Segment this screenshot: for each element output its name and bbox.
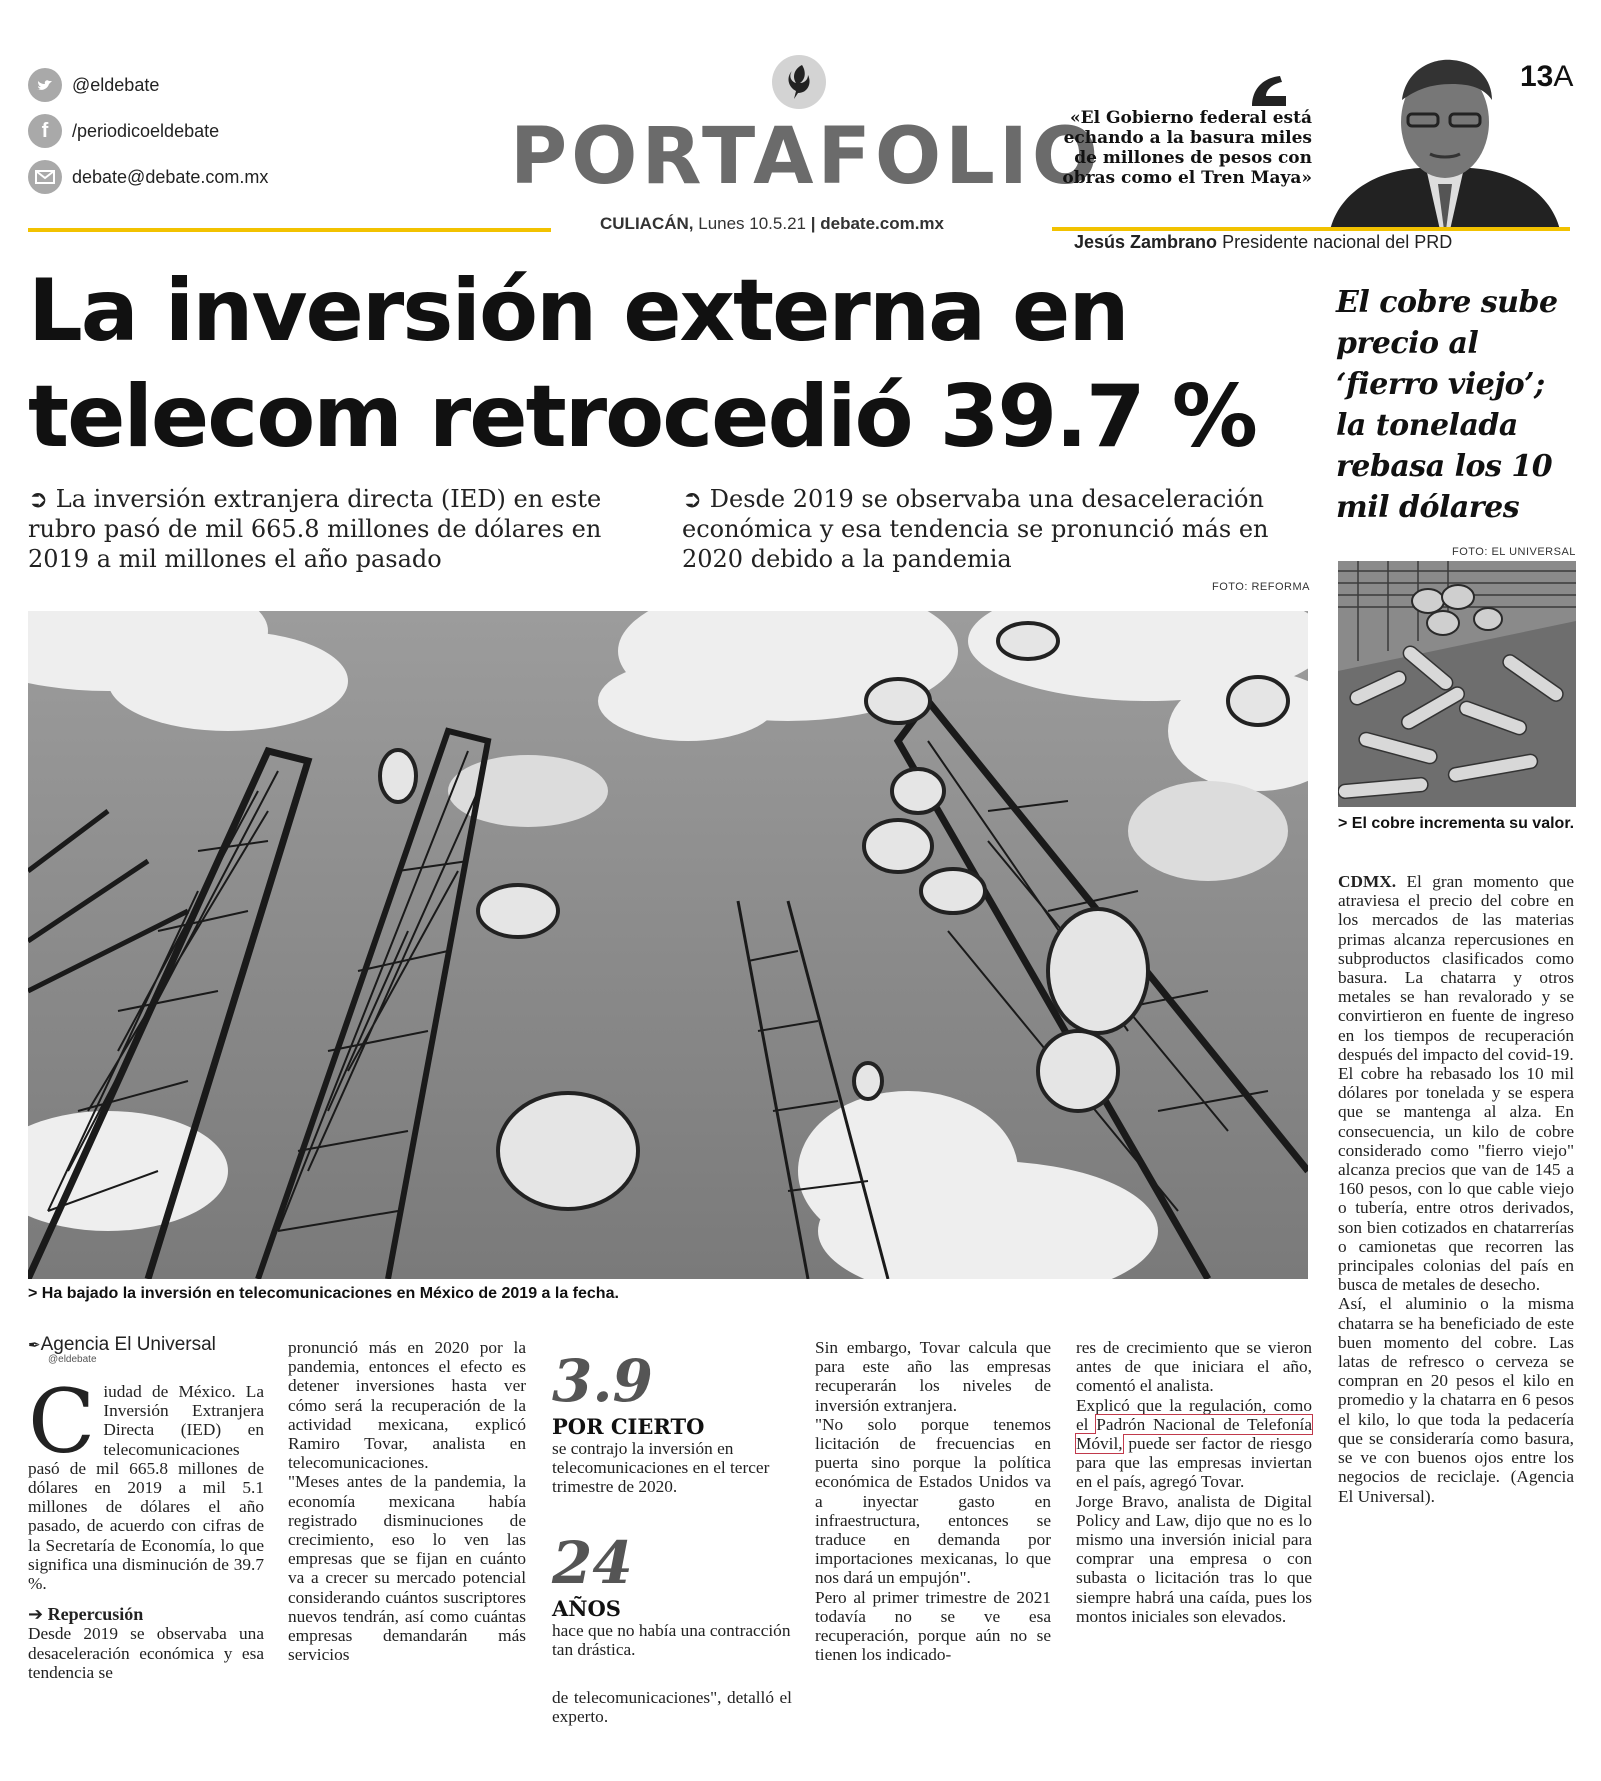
subhead-repercusion <box>28 1605 264 1624</box>
dateline-city: CULIACÁN, <box>600 214 694 233</box>
byline <box>28 1334 268 1365</box>
drop-cap: C <box>28 1370 96 1473</box>
social-facebook[interactable] <box>28 114 219 148</box>
article-para-4: "Meses antes de la pandemia, la economía mexicana había registrado disminuciones de crecimiento, eso lo ven las empresas que se fijan en cuánto va a crecer su mercado potencial considerando cuántos suscriptores nuevos tendrán, así como cuántas empresas demandarán más servicios <box>288 1472 526 1665</box>
header-rule-left <box>28 228 551 232</box>
quote-role: Presidente nacional del PRD <box>1222 232 1453 252</box>
arrow-circle-icon: ➲ <box>28 485 49 513</box>
article-para-8: res de crecimiento que se vieron antes de que iniciara el año, comentó el analista. <box>1076 1338 1312 1396</box>
copper-scrap-photo <box>1338 561 1576 807</box>
main-photo-caption: > Ha bajado la inversión en telecomunicaciones en México de 2019 a la fecha. <box>28 1285 619 1302</box>
sidebar-para-3: Así, el aluminio o la misma chatarra se ha beneficiado de este buen momento del cobre. Las latas de refresco o cerveza se compran en 20 pesos el kilo en promedio y la chatarra en 6 pesos el kilo, lo que toda la pedacería que se consideraría como basura, se ve con buenos ojos entre los negocios de reciclaje. (Agencia El Universal). <box>1338 1294 1574 1506</box>
facebook-icon: f <box>28 114 62 148</box>
mail-icon <box>28 160 62 194</box>
sidebar-headline: El cobre sube precio al ‘fierro viejo’; la tonelada rebasa los 10 mil dólares <box>1336 285 1558 525</box>
article-column-4 <box>815 1338 1051 1664</box>
sidebar-article <box>1338 872 1574 1506</box>
social-mail[interactable] <box>28 160 268 194</box>
headline-line-2: telecom retrocedió 39.7 % <box>28 367 1256 467</box>
twitter-icon <box>28 68 62 102</box>
social-twitter[interactable] <box>28 68 159 102</box>
para-9-end: puede ser factor de riesgo para que las empresas inviertan en el país, agregó Tovar. <box>1076 1434 1312 1492</box>
highlighted-padron-link[interactable]: Padrón Nacional de Telefonía Móvil, <box>1076 1414 1313 1454</box>
photo-credit-main: FOTO: REFORMA <box>1212 581 1310 593</box>
debate-logo-icon <box>772 55 826 109</box>
article-para-6: "No solo porque tenemos licitación de frecuencias en puerta sino porque la política económica de Estados Unidos va a inyectar gasto en infraestructura, entonces se traduce en demanda por importaciones mexicanas, lo que nos dará un empujón". <box>815 1414 1051 1588</box>
quote-attribution <box>1074 232 1452 253</box>
dateline-separator: | <box>810 214 816 233</box>
sidebar-para-2: El cobre ha rebasado los 10 mil dólares por tonelada y se espera que se mantenga al alza. En consecuencia, un kilo de cobre considerado como "fierro viejo" alcanza precios que van de 145 a 160 pesos, con lo que cable viejo o tubería, entre otros derivados, son bien cotizados en chatarrerías o camionetas que recorren las principales colonias del país en busca de metales de desecho. <box>1338 1064 1574 1295</box>
telecom-towers-photo <box>28 611 1308 1279</box>
photo-credit-sidebar: FOTO: EL UNIVERSAL <box>1452 546 1576 558</box>
fact-1-label: POR CIERTO <box>552 1414 705 1439</box>
headline-line-1: La inversión externa en <box>28 261 1128 361</box>
fact-2-text: hace que no había una contracción tan drástica. <box>552 1621 791 1660</box>
page-number-letter: A <box>1553 60 1574 93</box>
fact-box-1 <box>552 1347 792 1497</box>
agency-name <box>28 1334 268 1356</box>
quote-mark-icon <box>1248 72 1294 106</box>
quill-icon: ✒ <box>28 1337 41 1354</box>
section-title: PORTAFOLIO <box>510 112 1103 202</box>
article-para-2: Desde 2019 se observaba una desaceleración económica y esa tendencia se <box>28 1624 264 1682</box>
sidebar-photo-caption: > El cobre incrementa su valor. <box>1338 815 1575 832</box>
twitter-handle[interactable]: @eldebate <box>72 74 160 95</box>
header-rule-right <box>1052 227 1570 231</box>
arrow-circle-icon: ➲ <box>682 485 703 513</box>
dateline-date: Lunes 10.5.21 <box>698 214 806 233</box>
page-number <box>1520 60 1573 94</box>
arrow-right-icon: ➔ <box>28 1604 44 1626</box>
facebook-handle[interactable]: /periodicoeldebate <box>72 120 220 141</box>
fact-1-number: 3.9 <box>552 1347 653 1415</box>
dateline-site: debate.com.mx <box>820 214 944 233</box>
fact-1-text: se contrajo la inversión en telecomunicaciones en el tercer trimestre de 2020. <box>552 1439 770 1497</box>
mail-address[interactable]: debate@debate.com.mx <box>72 166 269 187</box>
article-column-2 <box>288 1338 526 1664</box>
article-column-5 <box>1076 1338 1312 1626</box>
fact-2-label: AÑOS <box>552 1596 621 1621</box>
subhead-text: Repercusión <box>47 1604 144 1625</box>
article-column-1 <box>28 1370 264 1682</box>
deck-right <box>682 484 1322 574</box>
deck-left <box>28 484 648 574</box>
page-number-value: 13 <box>1520 60 1554 93</box>
article-para-10: Jorge Bravo, analista de Digital Policy and Law, dijo que no es lo mismo una inversión inicial para comprar una empresa o con subasta o licitación tras lo que siempre habrá una caída, pues los montos iniciales son elevados. <box>1076 1491 1312 1626</box>
fact-box-2 <box>552 1529 792 1660</box>
sidebar-dateline: CDMX. <box>1338 872 1397 891</box>
article-para-5: Sin embargo, Tovar calcula que para este año las empresas recuperarán los niveles de inversión extranjera. <box>815 1338 1051 1415</box>
quote-name: Jesús Zambrano <box>1074 232 1218 252</box>
pull-quote: «El Gobierno federal está echando a la basura miles de millones de pesos con obras como el Tren Maya» <box>1062 108 1312 188</box>
agency-text: Agencia El Universal <box>40 1334 216 1355</box>
dateline <box>600 214 944 234</box>
article-para-1: iudad de México. La Inversión Extranjera Directa (IED) en telecomunicaciones pasó de mil 665.8 millones de dólares en 2019 a mil 5.1 millones de dólares el año pasado, de acuerdo con cifras de la Secretaría de Economía, lo que significa una disminución de 39.7 %. <box>28 1382 264 1594</box>
article-para-9 <box>1076 1396 1312 1492</box>
main-headline <box>28 258 1328 470</box>
para-9-start: Explicó que la regulación, como el <box>1076 1395 1312 1434</box>
article-column-3-end: de telecomunicaciones", detalló el experto. <box>552 1688 792 1727</box>
agency-handle: @eldebate <box>48 1354 97 1365</box>
fact-2-number: 24 <box>552 1529 633 1597</box>
article-para-7: Pero al primer trimestre de 2021 todavía no se ve esa recuperación, porque aún no se tienen los indicado- <box>815 1587 1051 1665</box>
deck-right-text: Desde 2019 se observaba una desaceleración económica y esa tendencia se pronunció más en 2020 debido a la pandemia <box>682 485 1269 573</box>
article-para-3: pronunció más en 2020 por la pandemia, entonces el efecto es detener inversiones hasta ver cómo será la recuperación de la actividad mexicana, explicó Ramiro Tovar, analista en telecomunicaciones. <box>288 1338 526 1473</box>
sidebar-para-1: El gran momento que atraviesa el precio del cobre en los mercados de las materias primas alcanza repercusiones en subproductos clasificados como basura. La chatarra y otros metales se han revalorado y se convirtieron en fuente de ingreso en los tiempos de recuperación después del impacto del covid-19. <box>1338 872 1574 1064</box>
deck-left-text: La inversión extranjera directa (IED) en este rubro pasó de mil 665.8 millones de dólares en 2019 a mil millones el año pasado <box>28 485 602 573</box>
